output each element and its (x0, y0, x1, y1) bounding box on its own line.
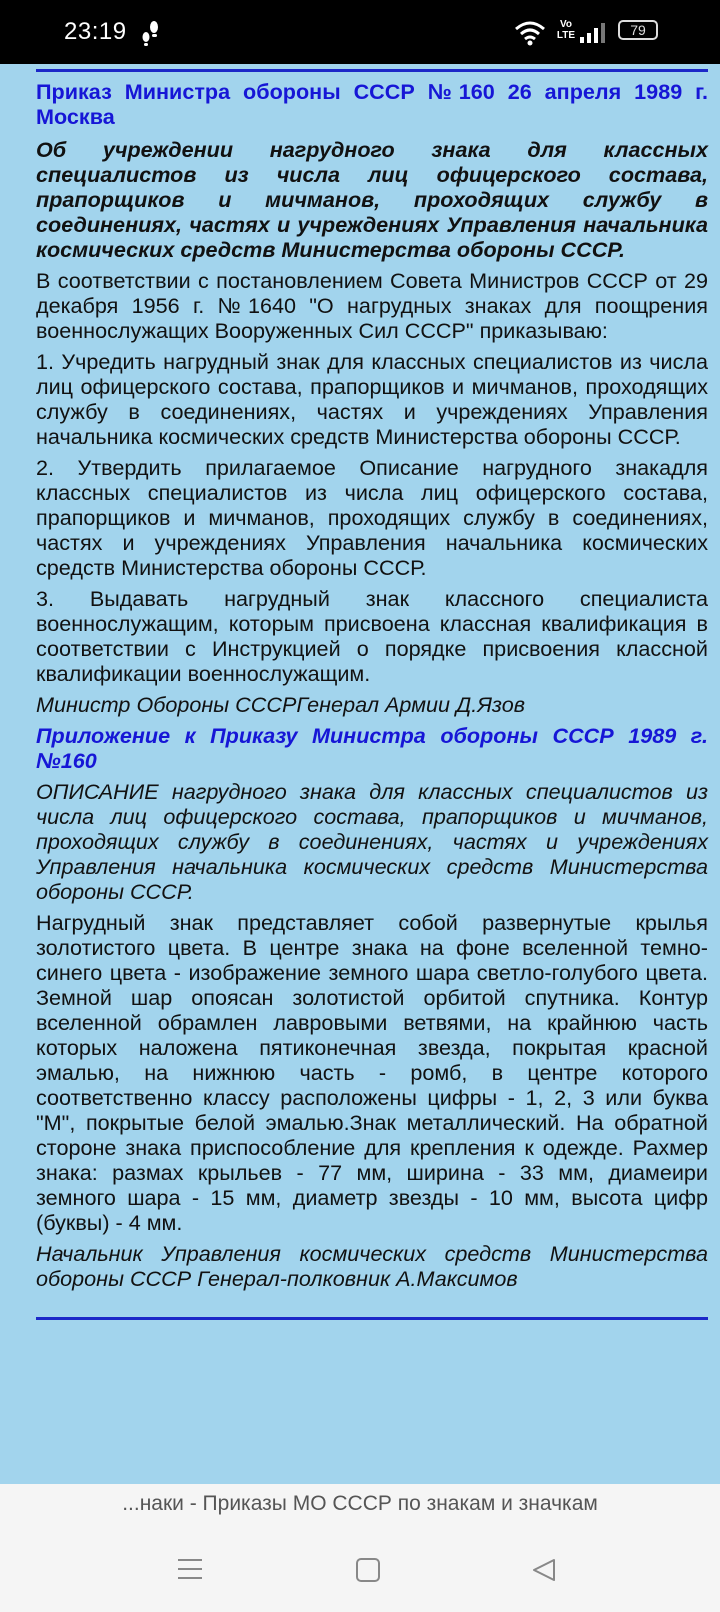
item-3: 3. Выдавать нагрудный знак классного специалиста военнослужащим, которым присвоена классная квалификация в соответствии с Инструкцией о порядке присвоения классной квалификации военнослужащим. (36, 586, 708, 686)
status-time: 23:19 (64, 18, 127, 45)
document-subtitle: Об учреждении нагрудного знака для классных специалистов из числа лиц офицерского состава, прапорщиков и мичманов, проходящих службу в соединениях, частях и учреждениях Управления начальника космических средств Министерства обороны СССР. (36, 137, 708, 262)
document-title: Приказ Министра обороны СССР №160 26 апреля 1989 г. Москва (36, 79, 708, 129)
item-1: 1. Учредить нагрудный знак для классных специалистов из числа лиц офицерского состава, прапорщиков и мичманов, проходящих службу в соединениях, частях и учреждениях Управления начальника космических средств Министерства обороны СССР. (36, 349, 708, 449)
status-bar (0, 0, 720, 64)
battery-level: 79 (630, 22, 646, 38)
back-icon[interactable] (530, 1556, 558, 1589)
signal-strength-icon (580, 22, 608, 49)
description-paragraph: Нагрудный знак представляет собой развернутые крылья золотистого цвета. В центре знака на фоне вселенной темно-синего цвета - изображение земного шара светло-голубого цвета. Земной шар опоясан золотистой орбитой спутника. Контур вселенной обрамлен лавровыми ветвями, на крайнюю часть которых наложена пятиконечная звезда, покрытая красной эмалью, на нижнюю часть - ромб, в центре которого соответственно классу расположены цифры - 1, 2, 3 или буква "М", покрытые белой эмалью.Знак металлический. На обратной стороне знака приспособление для крепления к одежде. Рахмер знака: размах крыльев - 77 мм, ширина - 33 мм, диамеири земного шара - 15 мм, диаметр звезды - 10 мм, высота цифр (буквы) - 4 мм. (36, 910, 708, 1235)
appendix-title: Приложение к Приказу Министра обороны СССР 1989 г. №160 (36, 723, 708, 773)
description-title: ОПИСАНИЕ нагрудного знака для классных специалистов из числа лиц офицерского состава, прапорщиков и мичманов, проходящих службу в соединениях, частях и учреждениях Управления начальника космических средств Министерства обороны СССР. (36, 779, 708, 904)
document-content (36, 64, 708, 1320)
intro-paragraph: В соответствии с постановлением Совета Министров СССР от 29 декабря 1956 г. №1640 "О нагрудных знаках для поощрения военнослужащих Вооруженных Сил СССР" приказываю: (36, 268, 708, 343)
bottom-divider (36, 1317, 708, 1320)
item-2: 2. Утвердить прилагаемое Описание нагрудного знакадля классных специалистов из числа лиц офицерского состава, прапорщиков и мичманов, проходящих службу в соединениях, частях и учреждениях Управления начальника космических средств Министерства обороны СССР. (36, 455, 708, 580)
volte-indicator: Vo LTE (556, 19, 576, 41)
wifi-icon (514, 20, 546, 51)
browser-bottom-bar (0, 1484, 720, 1612)
top-divider (36, 69, 708, 72)
minister-signature: Министр Обороны СССРГенерал Армии Д.Язов (36, 692, 526, 717)
home-icon[interactable] (354, 1556, 382, 1589)
closing-signature: Начальник Управления космических средств Министерства обороны СССР Генерал-полковник А.Максимов (36, 1241, 708, 1291)
menu-icon[interactable] (176, 1556, 204, 1587)
footsteps-icon (140, 20, 162, 51)
battery-icon (618, 20, 658, 40)
page-caption[interactable]: ...наки - Приказы МО СССР по знакам и значкам (122, 1492, 598, 1515)
